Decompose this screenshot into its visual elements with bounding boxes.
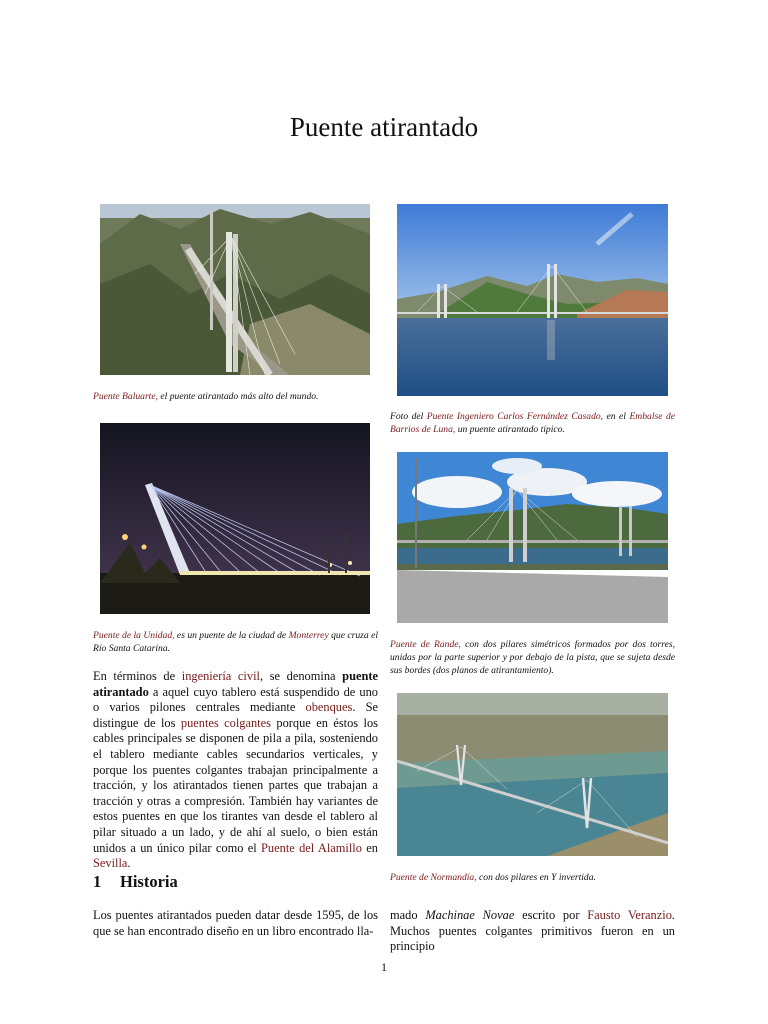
section-heading-historia <box>93 872 178 892</box>
caption-normandia: Puente de Normandía, con dos pilares en Y invertida. <box>390 872 596 883</box>
link-monterrey[interactable]: Monterrey <box>288 630 329 641</box>
page-number: 1 <box>381 960 387 974</box>
link-ingenieria-civil[interactable]: ingeniería civil <box>181 669 260 683</box>
section-title: Historia <box>120 872 178 891</box>
link-puentes-colgantes[interactable]: puentes colgantes <box>180 715 271 730</box>
term-puente-atirantado: puente atirantado <box>93 669 378 699</box>
photo-fernandez-casado-bridge <box>397 204 668 396</box>
caption-rande: Puente de Rande, con dos pilares simétricos formados por dos torres, unidas por la parte superior y por debajo de la pista, que se sujeta desde sus bordes (dos planos de atirantamiento). <box>390 639 675 676</box>
intro-paragraph: En términos de ingeniería civil, se denomina puente atirantado a aquel cuyo tablero está suspendido de uno o varios pilones centrales mediante obenques. Se distingue de los puentes colgantes porque en éstos los cables principales se disponen de pila a pila, sosteniendo el tablero mediante cables secundarios verticales, y porque los puentes colgantes trabajan principalmente a tracción, y los atirantados tienen partes que trabajan a tracción y otras a compresión. También hay variantes de estos puentes en que los tirantes van desde el tablero al pilar situado a un lado, y de ahí al suelo, o bien están unidos a un único pilar como el Puente del Alamillo en Sevilla. <box>93 669 378 871</box>
historia-paragraph-right: mado Machinae Novae escrito por Fausto Veranzio. Muchos puentes colgantes primitivos fueron en un principio <box>390 908 676 954</box>
caption-baluarte: Puente Baluarte, el puente atirantado más alto del mundo. <box>93 391 319 402</box>
photo-baluarte-bridge <box>100 204 370 375</box>
historia-paragraph-left: Los puentes atirantados pueden datar desde 1595, de los que se han encontrado diseño en un libro encontrado lla- <box>93 908 378 938</box>
link-fausto-veranzio[interactable]: Fausto Veranzio <box>587 908 672 922</box>
caption-unidad: Puente de la Unidad, es un puente de la ciudad de Monterrey que cruza el Río Santa Catarina. <box>93 630 378 654</box>
link-puente-fernandez-casado[interactable]: Puente Ingeniero Carlos Fernández Casado, <box>426 411 604 422</box>
photo-unidad-bridge-night <box>100 423 370 614</box>
caption-fernandez-casado: Foto del Puente Ingeniero Carlos Fernández Casado, en el Embalse de Barrios de Luna, un puente atirantado típico. <box>390 411 675 435</box>
link-embalse-barrios-luna[interactable]: Embalse de Barrios de Luna, <box>390 411 675 435</box>
page-title: Puente atirantado <box>289 112 479 142</box>
link-sevilla[interactable]: Sevilla <box>93 856 128 871</box>
link-obenques[interactable]: obenques <box>305 700 353 715</box>
link-puente-rande[interactable]: Puente de Rande, <box>390 639 461 650</box>
link-puente-baluarte[interactable]: Puente Baluarte, <box>93 391 159 402</box>
book-title: Machinae Novae <box>425 908 515 922</box>
photo-normandia-bridge <box>397 693 668 856</box>
link-puente-alamillo[interactable]: Puente del Alamillo <box>261 840 362 855</box>
photo-rande-bridge <box>397 452 668 623</box>
section-number: 1 <box>93 872 102 891</box>
link-puente-normandia[interactable]: Puente de Normandía, <box>390 872 477 883</box>
link-puente-unidad[interactable]: Puente de la Unidad, <box>93 630 175 641</box>
